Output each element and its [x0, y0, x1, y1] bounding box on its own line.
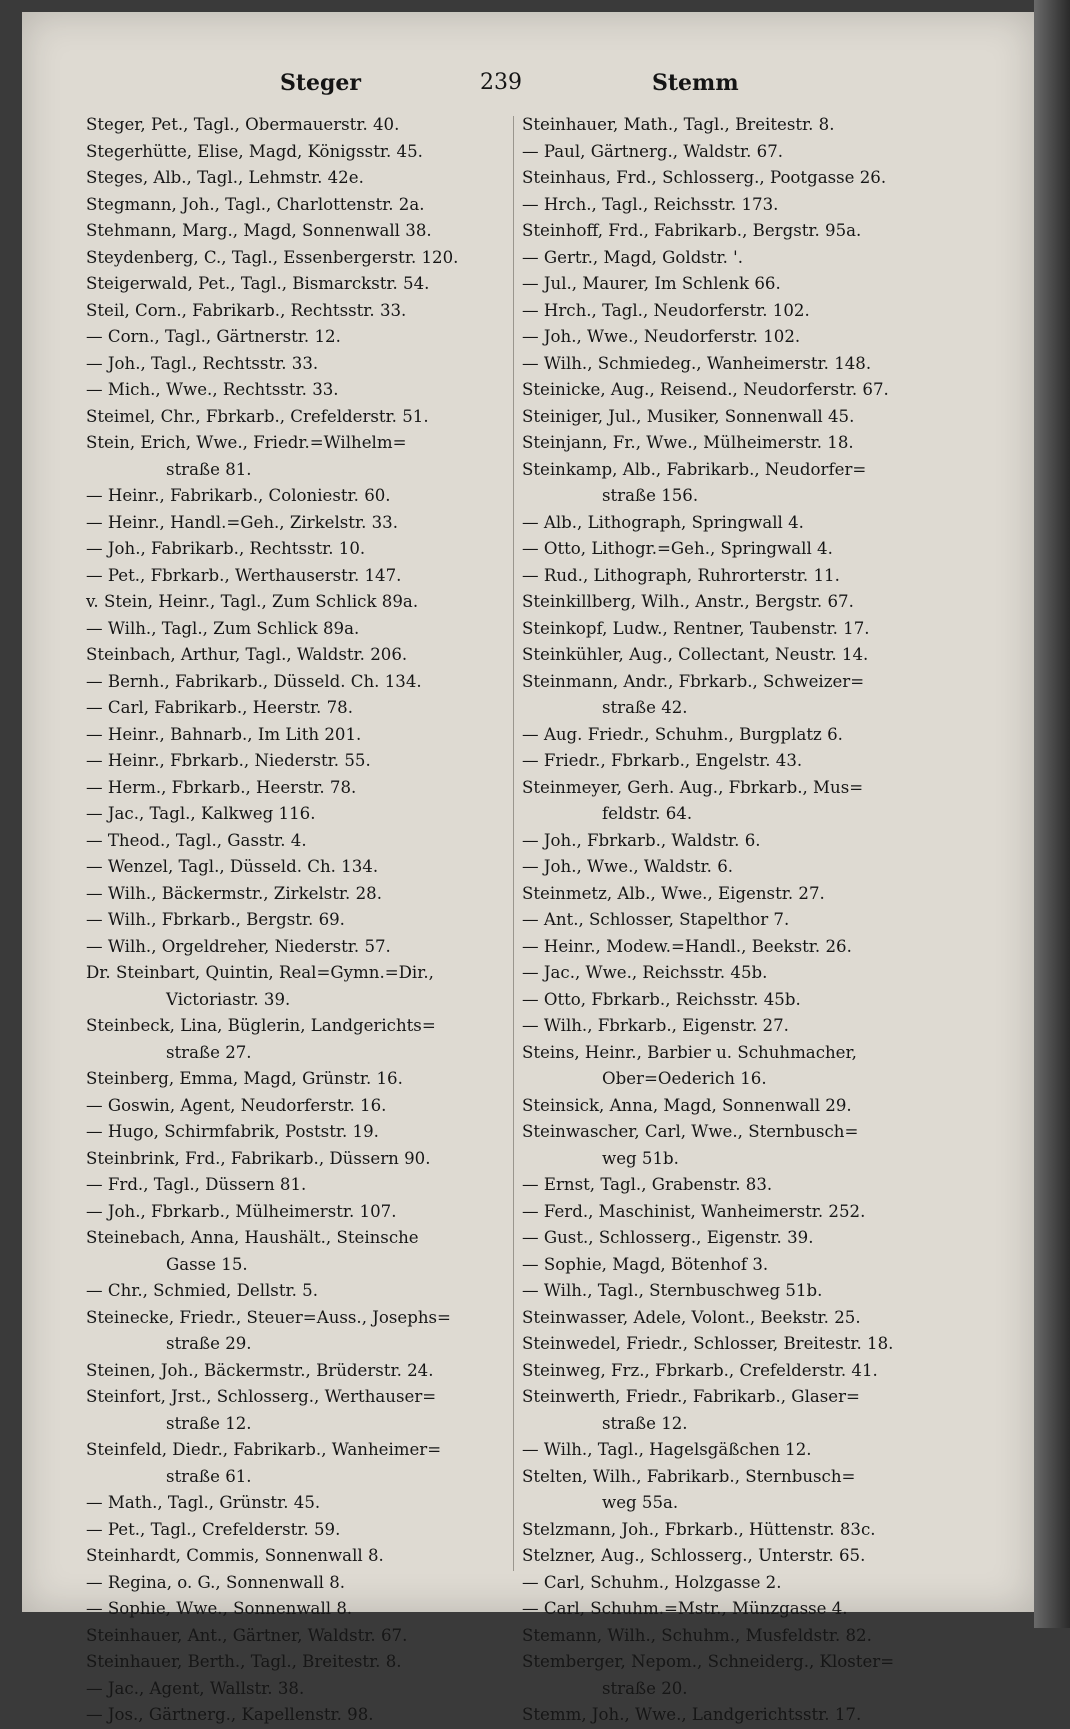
directory-entry-continuation: straße 29. — [166, 1334, 252, 1353]
directory-entry-continuation: straße 42. — [602, 698, 688, 717]
header-right-word: Stemm — [652, 70, 739, 96]
page-number: 239 — [480, 70, 522, 95]
directory-entry: — Jac., Wwe., Reichsstr. 45b. — [522, 963, 768, 982]
left-column — [86, 112, 506, 1729]
directory-entry: — Hrch., Tagl., Neudorferstr. 102. — [522, 300, 810, 320]
directory-entry: Steinkopf, Ludw., Rentner, Taubenstr. 17. — [522, 618, 870, 638]
directory-entry: — Math., Tagl., Grünstr. 45. — [86, 1493, 321, 1512]
directory-entry: — Theod., Tagl., Gasstr. 4. — [86, 830, 307, 850]
directory-entry: — Heinr., Bahnarb., Im Lith 201. — [86, 724, 362, 744]
directory-entry: Steinbach, Arthur, Tagl., Waldstr. 206. — [86, 645, 408, 664]
directory-entry: Steinhaus, Frd., Schlosserg., Pootgasse 26. — [522, 168, 887, 187]
directory-entry: — Joh., Fabrikarb., Rechtsstr. 10. — [86, 539, 366, 558]
directory-entry: Steinicke, Aug., Reisend., Neudorferstr. 67. — [522, 380, 889, 399]
directory-entry: Steinmetz, Alb., Wwe., Eigenstr. 27. — [522, 883, 825, 903]
directory-entry: Steinfort, Jrst., Schlosserg., Werthauser= — [86, 1387, 437, 1406]
directory-entry: Steinbrink, Frd., Fabrikarb., Düssern 90. — [86, 1148, 431, 1168]
directory-entry: — Heinr., Modew.=Handl., Beekstr. 26. — [522, 936, 852, 956]
directory-entry: — Gertr., Magd, Goldstr. '. — [522, 247, 744, 267]
directory-entry: Steinwasser, Adele, Volont., Beekstr. 25. — [522, 1307, 861, 1327]
directory-entry: — Otto, Fbrkarb., Reichsstr. 45b. — [522, 989, 801, 1009]
directory-entry: — Gust., Schlosserg., Eigenstr. 39. — [522, 1228, 814, 1247]
directory-entry: Steinkillberg, Wilh., Anstr., Bergstr. 67. — [522, 592, 854, 611]
directory-entry: — Ferd., Maschinist, Wanheimerstr. 252. — [522, 1201, 866, 1221]
directory-entry: — Hugo, Schirmfabrik, Poststr. 19. — [86, 1122, 379, 1141]
directory-entry: Steinwerth, Friedr., Fabrikarb., Glaser= — [522, 1387, 860, 1406]
directory-entry-continuation: straße 156. — [602, 486, 699, 505]
directory-entry: — Mich., Wwe., Rechtsstr. 33. — [86, 380, 339, 399]
directory-entry-continuation: straße 20. — [602, 1678, 688, 1698]
directory-entry-continuation: straße 27. — [166, 1042, 252, 1062]
directory-entry: Steigerwald, Pet., Tagl., Bismarckstr. 54. — [86, 274, 430, 293]
directory-entry: Steinberg, Emma, Magd, Grünstr. 16. — [86, 1069, 403, 1088]
directory-entry: — Chr., Schmied, Dellstr. 5. — [86, 1281, 318, 1300]
directory-entry: — Wilh., Fbrkarb., Bergstr. 69. — [86, 910, 345, 929]
directory-entry: Steinwedel, Friedr., Schlosser, Breitestr. 18. — [522, 1334, 894, 1353]
directory-entry: — Joh., Wwe., Neudorferstr. 102. — [522, 327, 801, 346]
directory-entry: Stemberger, Nepom., Schneiderg., Kloster= — [522, 1652, 895, 1671]
directory-entry: — Carl, Schuhm., Holzgasse 2. — [522, 1572, 782, 1592]
directory-entry: Steinbeck, Lina, Büglerin, Landgerichts= — [86, 1016, 436, 1035]
directory-entry: Steinsick, Anna, Magd, Sonnenwall 29. — [522, 1095, 852, 1115]
directory-entry: — Wilh., Orgeldreher, Niederstr. 57. — [86, 936, 391, 956]
directory-entry: — Friedr., Fbrkarb., Engelstr. 43. — [522, 751, 803, 770]
directory-entry-continuation: Gasse 15. — [166, 1254, 248, 1274]
directory-entry: Steimel, Chr., Fbrkarb., Crefelderstr. 51. — [86, 406, 429, 426]
directory-entry-continuation: straße 12. — [602, 1413, 688, 1433]
column-divider — [513, 116, 514, 1571]
directory-entry: Steinkühler, Aug., Collectant, Neustr. 14. — [522, 645, 869, 664]
directory-entry: — Goswin, Agent, Neudorferstr. 16. — [86, 1095, 387, 1115]
directory-entry: — Ernst, Tagl., Grabenstr. 83. — [522, 1175, 773, 1194]
directory-entry: Stelzner, Aug., Schlosserg., Unterstr. 65. — [522, 1546, 866, 1565]
directory-entry: Steydenberg, C., Tagl., Essenbergerstr. 120. — [86, 247, 459, 267]
directory-entry: — Paul, Gärtnerg., Waldstr. 67. — [522, 141, 784, 161]
directory-entry-continuation: feldstr. 64. — [602, 804, 693, 823]
directory-entry: Steinhauer, Math., Tagl., Breitestr. 8. — [522, 115, 835, 134]
directory-entry: — Alb., Lithograph, Springwall 4. — [522, 512, 804, 532]
directory-entry: — Heinr., Fbrkarb., Niederstr. 55. — [86, 751, 371, 770]
directory-entry: — Carl, Schuhm.=Mstr., Münzgasse 4. — [522, 1599, 848, 1618]
directory-entry: — Joh., Wwe., Waldstr. 6. — [522, 857, 734, 876]
directory-entry: Steinkamp, Alb., Fabrikarb., Neudorfer= — [522, 459, 867, 479]
directory-entry-continuation: weg 51b. — [602, 1148, 679, 1168]
directory-entry: — Wilh., Bäckermstr., Zirkelstr. 28. — [86, 883, 382, 903]
directory-entry: Steins, Heinr., Barbier u. Schuhmacher, — [522, 1042, 857, 1062]
directory-entry: — Wenzel, Tagl., Düsseld. Ch. 134. — [86, 857, 379, 876]
directory-entry: Steinebach, Anna, Haushält., Steinsche — [86, 1228, 419, 1247]
directory-entry: — Wilh., Tagl., Hagelsgäßchen 12. — [522, 1440, 812, 1459]
page-header — [22, 70, 1034, 100]
directory-entry: — Wilh., Tagl., Sternbuschweg 51b. — [522, 1281, 823, 1300]
header-left-word: Steger — [280, 70, 362, 96]
directory-entry: — Ant., Schlosser, Stapelthor 7. — [522, 910, 790, 929]
directory-entry: — Heinr., Handl.=Geh., Zirkelstr. 33. — [86, 512, 399, 532]
directory-entry: — Joh., Tagl., Rechtsstr. 33. — [86, 353, 319, 373]
directory-entry: — Jos., Gärtnerg., Kapellenstr. 98. — [86, 1705, 374, 1724]
directory-entry: Steinhardt, Commis, Sonnenwall 8. — [86, 1546, 384, 1565]
directory-entry: Steinmann, Andr., Fbrkarb., Schweizer= — [522, 671, 865, 691]
directory-entry: — Pet., Fbrkarb., Werthauserstr. 147. — [86, 565, 402, 585]
directory-entry: — Sophie, Wwe., Sonnenwall 8. — [86, 1599, 353, 1618]
directory-entry: Stehmann, Marg., Magd, Sonnenwall 38. — [86, 221, 432, 240]
directory-entry: Stegmann, Joh., Tagl., Charlottenstr. 2a. — [86, 194, 425, 214]
directory-entry: — Wilh., Fbrkarb., Eigenstr. 27. — [522, 1016, 789, 1035]
directory-entry-continuation: straße 61. — [166, 1466, 252, 1486]
directory-entry: — Wilh., Schmiedeg., Wanheimerstr. 148. — [522, 353, 872, 373]
directory-entry: — Jul., Maurer, Im Schlenk 66. — [522, 274, 781, 293]
directory-entry: Stelten, Wilh., Fabrikarb., Sternbusch= — [522, 1466, 856, 1486]
directory-entry: — Wilh., Tagl., Zum Schlick 89a. — [86, 618, 360, 638]
directory-entry: Steger, Pet., Tagl., Obermauerstr. 40. — [86, 115, 400, 134]
directory-entry: — Corn., Tagl., Gärtnerstr. 12. — [86, 327, 341, 346]
directory-entry: — Jac., Agent, Wallstr. 38. — [86, 1678, 305, 1698]
directory-entry: Steinhoff, Frd., Fabrikarb., Bergstr. 95a. — [522, 221, 862, 240]
directory-entry: Stemm, Joh., Wwe., Landgerichtsstr. 17. — [522, 1705, 862, 1724]
directory-entry: — Joh., Fbrkarb., Waldstr. 6. — [522, 830, 761, 850]
directory-entry: Steinen, Joh., Bäckermstr., Brüderstr. 24. — [86, 1360, 434, 1380]
directory-entry: — Hrch., Tagl., Reichsstr. 173. — [522, 194, 779, 214]
directory-entry: — Carl, Fabrikarb., Heerstr. 78. — [86, 698, 353, 717]
directory-entry: — Regina, o. G., Sonnenwall 8. — [86, 1572, 346, 1592]
directory-entry: — Rud., Lithograph, Ruhrorterstr. 11. — [522, 565, 840, 585]
directory-entry: Steinhauer, Berth., Tagl., Breitestr. 8. — [86, 1652, 402, 1671]
directory-entry: — Joh., Fbrkarb., Mülheimerstr. 107. — [86, 1201, 397, 1221]
directory-page — [22, 12, 1034, 1724]
directory-entry: Steil, Corn., Fabrikarb., Rechtsstr. 33. — [86, 300, 407, 320]
directory-entry: Steinmeyer, Gerh. Aug., Fbrkarb., Mus= — [522, 777, 864, 797]
directory-entry: v. Stein, Heinr., Tagl., Zum Schlick 89a. — [86, 592, 419, 611]
right-column — [522, 112, 1014, 1729]
directory-entry: Steinweg, Frz., Fbrkarb., Crefelderstr. 41. — [522, 1360, 878, 1380]
directory-entry: Steinhauer, Ant., Gärtner, Waldstr. 67. — [86, 1625, 408, 1645]
directory-entry-continuation: straße 81. — [166, 459, 252, 479]
directory-entry: Steges, Alb., Tagl., Lehmstr. 42e. — [86, 168, 364, 187]
directory-entry: Stemann, Wilh., Schuhm., Musfeldstr. 82. — [522, 1625, 872, 1645]
directory-entry: — Pet., Tagl., Crefelderstr. 59. — [86, 1519, 341, 1539]
directory-entry: Steiniger, Jul., Musiker, Sonnenwall 45. — [522, 406, 855, 426]
directory-entry: — Herm., Fbrkarb., Heerstr. 78. — [86, 777, 357, 797]
directory-entry: Stein, Erich, Wwe., Friedr.=Wilhelm= — [86, 433, 407, 452]
directory-entry: Steinjann, Fr., Wwe., Mülheimerstr. 18. — [522, 433, 854, 452]
directory-entry: — Otto, Lithogr.=Geh., Springwall 4. — [522, 539, 833, 558]
directory-entry: Stegerhütte, Elise, Magd, Königsstr. 45. — [86, 141, 423, 161]
directory-entry: — Frd., Tagl., Düssern 81. — [86, 1175, 307, 1194]
directory-entry: Stelzmann, Joh., Fbrkarb., Hüttenstr. 83c. — [522, 1519, 876, 1539]
directory-entry: Dr. Steinbart, Quintin, Real=Gymn.=Dir., — [86, 963, 434, 982]
directory-entry-continuation: weg 55a. — [602, 1493, 679, 1512]
page-edge — [1034, 0, 1070, 1628]
directory-entry-continuation: straße 12. — [166, 1413, 252, 1433]
directory-entry: Steinfeld, Diedr., Fabrikarb., Wanheimer= — [86, 1440, 442, 1459]
directory-entry: — Sophie, Magd, Bötenhof 3. — [522, 1254, 769, 1274]
directory-entry: — Bernh., Fabrikarb., Düsseld. Ch. 134. — [86, 671, 422, 691]
directory-entry: — Aug. Friedr., Schuhm., Burgplatz 6. — [522, 724, 843, 744]
directory-entry: Steinecke, Friedr., Steuer=Auss., Josephs= — [86, 1307, 451, 1327]
directory-entry-continuation: Ober=Oederich 16. — [602, 1069, 767, 1088]
directory-entry: — Jac., Tagl., Kalkweg 116. — [86, 804, 316, 823]
directory-entry: Steinwascher, Carl, Wwe., Sternbusch= — [522, 1122, 859, 1141]
directory-entry: — Heinr., Fabrikarb., Coloniestr. 60. — [86, 486, 391, 505]
directory-entry-continuation: Victoriastr. 39. — [166, 989, 291, 1009]
